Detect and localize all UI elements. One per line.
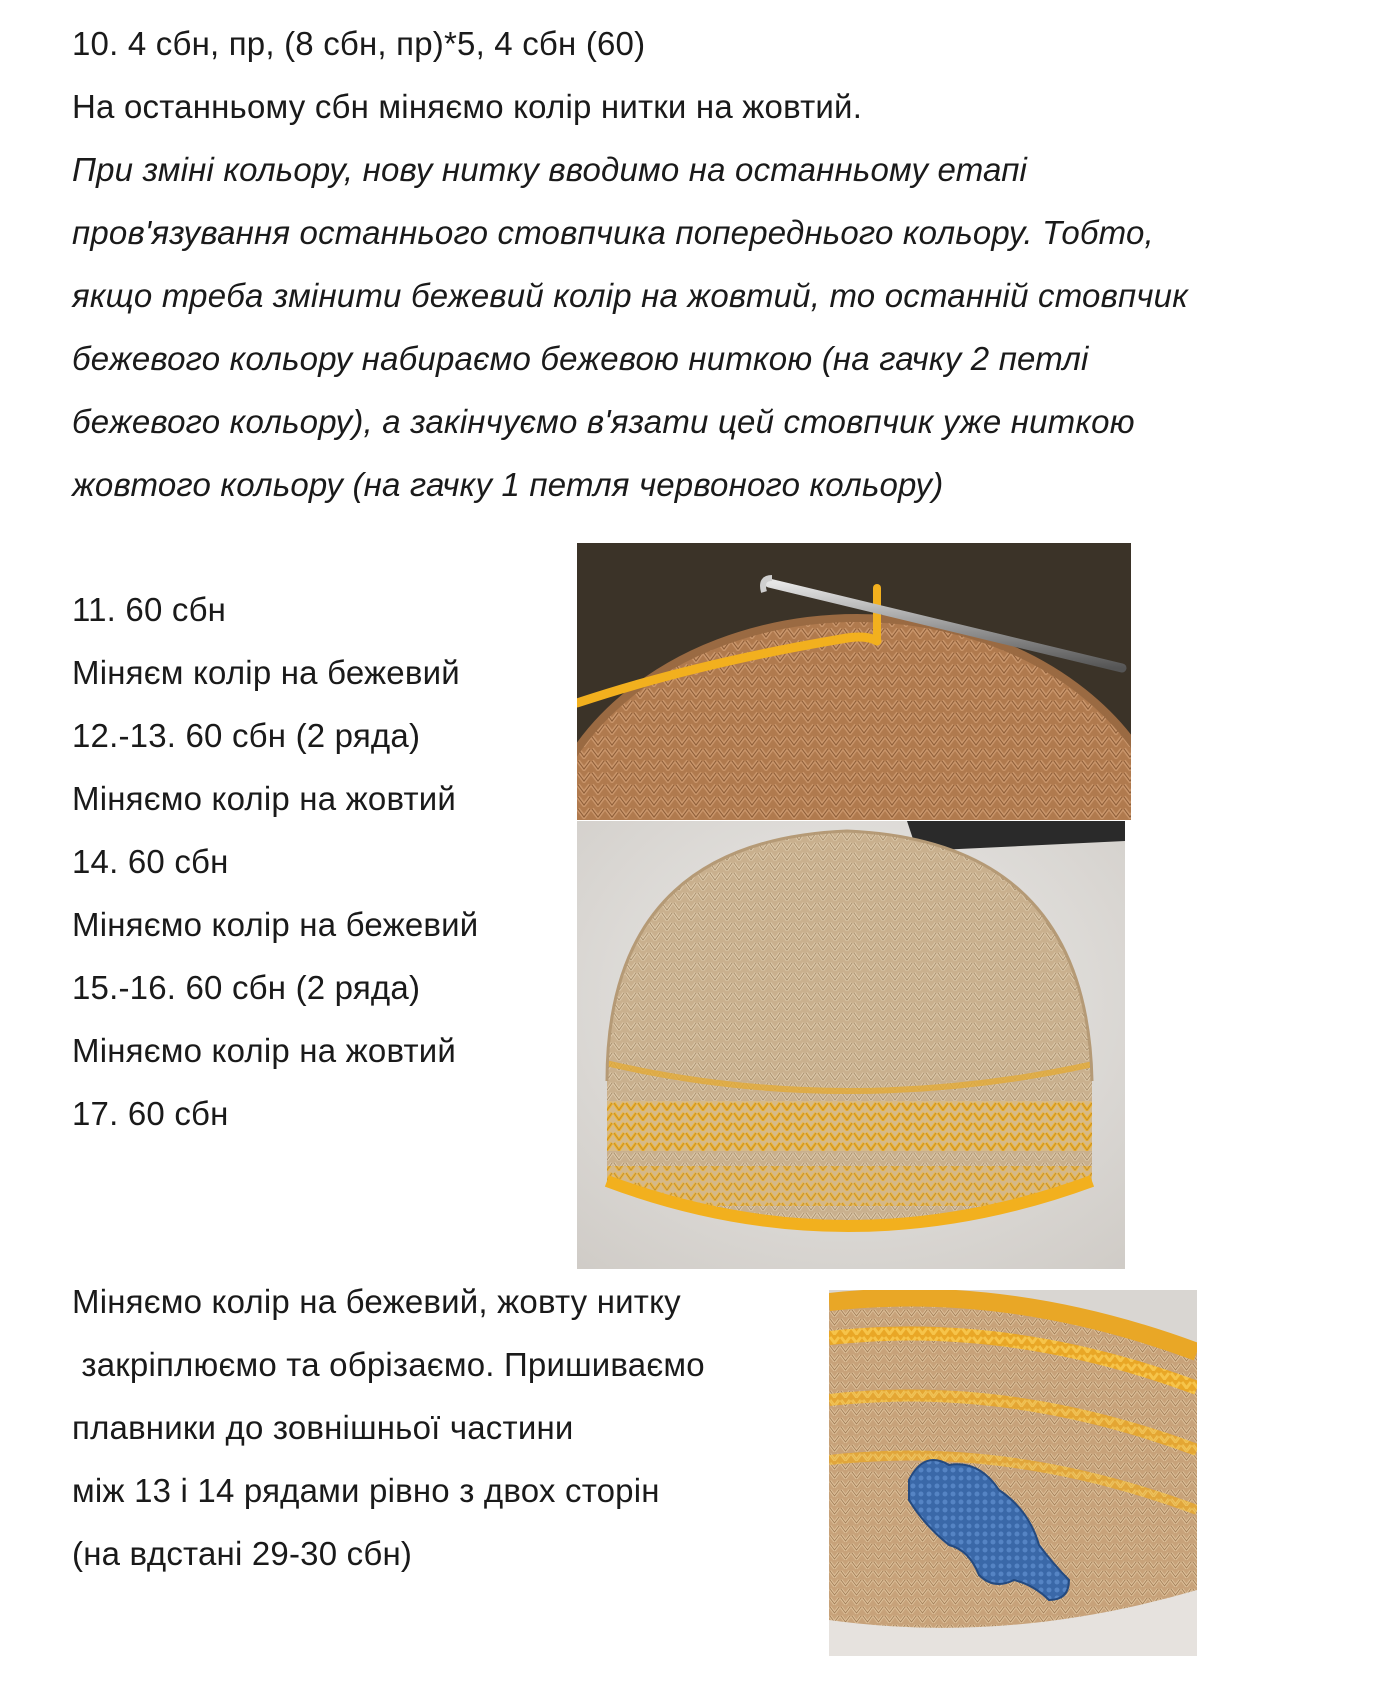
italic-note-line-6: жовтого кольору (на гачку 1 петля червоного кольору) [72,466,944,503]
row-17: 17. 60 сбн [72,1095,229,1132]
rows-15-16: 15.-16. 60 сбн (2 ряда) [72,969,421,1006]
italic-note-line-3: якщо треба змінити бежевий колір на жовтий, то останній стовпчик [72,277,1188,314]
photo-striped-dome-image [577,821,1125,1269]
rows-12-13: 12.-13. 60 сбн (2 ряда) [72,717,421,754]
row-11: 11. 60 сбн [72,591,227,628]
row-14: 14. 60 сбн [72,843,229,880]
change-to-beige-2: Міняємо колір на бежевий [72,906,479,943]
row-10-instruction: 10. 4 сбн, пр, (8 сбн, пр)*5, 4 сбн (60) [72,25,646,62]
final-note-line-4: між 13 і 14 рядами рівно з двох сторін [72,1472,660,1509]
photo-color-change-hook-image [577,543,1131,820]
final-note-line-1: Міняємо колір на бежевий, жовту нитку [72,1283,681,1320]
final-note-line-5: (на вдстані 29-30 сбн) [72,1535,413,1572]
italic-note-line-5: бежевого кольору), а закінчуємо в'язати цей стовпчик уже ниткою [72,403,1135,440]
change-to-yellow-1: Міняємо колір на жовтий [72,780,457,817]
photo-color-change-hook [577,543,1131,820]
photo-bowl-with-fin-image [829,1290,1197,1656]
change-to-yellow-2: Міняємо колір на жовтий [72,1032,457,1069]
photo-bowl-with-fin [829,1290,1197,1656]
italic-note-line-1: При зміні кольору, нову нитку вводимо на останньому етапі [72,151,1028,188]
photo-striped-dome [577,821,1125,1269]
color-change-note: На останньому сбн міняємо колір нитки на жовтий. [72,88,863,125]
final-note-line-3: плавники до зовнішньої частини [72,1409,574,1446]
change-to-beige-1: Міняєм колір на бежевий [72,654,460,691]
italic-note-line-4: бежевого кольору набираємо бежевою ниткою (на гачку 2 петлі [72,340,1089,377]
italic-note-line-2: пров'язування останнього стовпчика попереднього кольору. Тобто, [72,214,1154,251]
final-note-line-2: закріплюємо та обрізаємо. Пришиваємо [72,1346,705,1383]
